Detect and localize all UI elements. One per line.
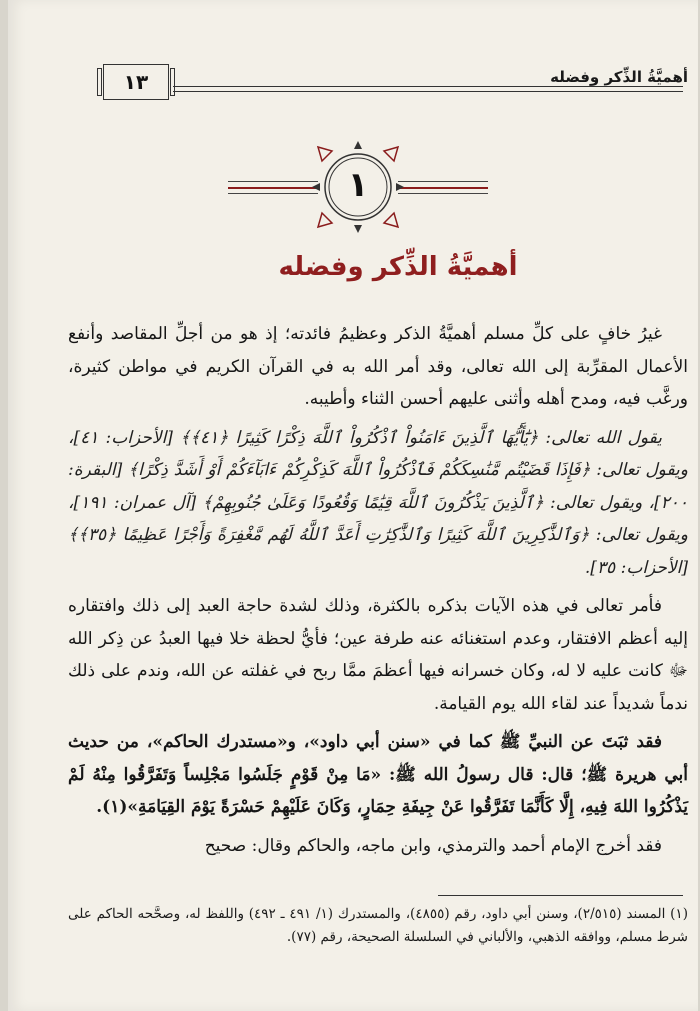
chapter-number: ١ <box>347 165 369 205</box>
paragraph-5: فقد أخرج الإمام أحمد والترمذي، وابن ماجه، والحاكم وقال: صحيح <box>204 835 662 856</box>
paragraph-2: يقول الله تعالى: ﴿يَٰٓأَيُّهَا ٱلَّذِينَ ءَامَنُواْ ٱذْكُرُواْ ٱللَّهَ ذِكْرًا كَثِيرًا ﴿٤١﴾﴾ [الأحزاب: ٤١]، ويقول تعالى: ﴿فَإِذَا قَضَيْتُم مَّنَٰسِكَكُمْ فَٱذْكُرُواْ ٱللَّهَ كَذِكْرِكُمْ ءَابَآءَكُمْ أَوْ أَشَدَّ ذِكْرًا﴾ [البقرة: ٢٠٠]، ويقول تعالى: ﴿ٱلَّذِينَ يَذْكُرُونَ ٱللَّهَ قِيَٰمًا وَقُعُودًا وَعَلَىٰ جُنُوبِهِمْ﴾ [آل عمران: ١٩١]، ويقول تعالى: ﴿وَٱلذَّٰكِرِينَ ٱللَّهَ كَثِيرًا وَٱلذَّٰكِرَٰتِ أَعَدَّ ٱللَّهُ لَهُم مَّغْفِرَةً وَأَجْرًا عَظِيمًا ﴿٣٥﴾﴾ [الأحزاب: ٣٥]. <box>68 427 688 578</box>
body-text <box>68 318 688 862</box>
chapter-title: أهميَّةُ الذِّكر وفضله <box>278 252 518 282</box>
paragraph-1: غيرُ خافٍ على كلِّ مسلم أهميَّةُ الذكر وعظيمُ فائدته؛ إذ هو من أجلِّ المقاصد وأنفع الأعمال المقرِّبة إلى الله تعالى، وقد أمر الله به في القرآن الكريم في مواطن كثيرة، ورغَّب فيه، ومدح أهله وأثنى عليهم أحسن الثناء وأطيبه. <box>68 324 688 409</box>
chapter-ornament <box>183 143 533 243</box>
running-head-title: أهميَّةُ الذِّكر وفضله <box>550 68 688 86</box>
footnote-divider <box>438 895 683 896</box>
running-head <box>103 66 693 106</box>
footnote: (١) المسند (٢/٥١٥)، وسنن أبي داود، رقم (٤٨٥٥)، والمستدرك (١/ ٤٩١ ـ ٤٩٢) واللفظ له، وصحَّحه الحاكم على شرط مسلم، ووافقه الذهبي، والألباني في السلسلة الصحيحة، رقم (٧٧). <box>68 906 688 945</box>
paragraph-4: فقد ثبَتَ عن النبيِّ ﷺ كما في «سنن أبي داود»، و«مستدرك الحاكم»، من حديث أبي هريرة ﷺ؛ قال: قال رسولُ الله ﷺ: «مَا مِنْ قَوْمٍ جَلَسُوا مَجْلِساً وَتَفَرَّقُوا مِنْهُ لَمْ يَذْكُرُوا اللهَ فِيهِ، إِلَّا كَأَنَّمَا تَفَرَّقُوا عَنْ جِيفَةِ حِمَارٍ، وَكَانَ عَلَيْهِمْ حَسْرَةً يَوْمَ القِيَامَةِ»(١). <box>68 732 688 817</box>
header-rule <box>173 86 683 98</box>
book-page <box>8 0 698 1011</box>
page-number: ١٣ <box>103 64 169 100</box>
paragraph-3: فأمر تعالى في هذه الآيات بذكره بالكثرة، وذلك لشدة حاجة العبد إلى ذلك وافتقاره إليه أعظم الافتقار، وعدم استغنائه عنه طرفة عين؛ فأيُّ لحظة خلا فيها العبدُ عن ذِكر الله ﷻ كانت عليه لا له، وكان خسرانه فيها أعظمَ ممَّا ربح في غفلته عن الله، وندم على ذلك ندماً شديداً عند لقاء الله يوم القيامة. <box>68 596 688 714</box>
